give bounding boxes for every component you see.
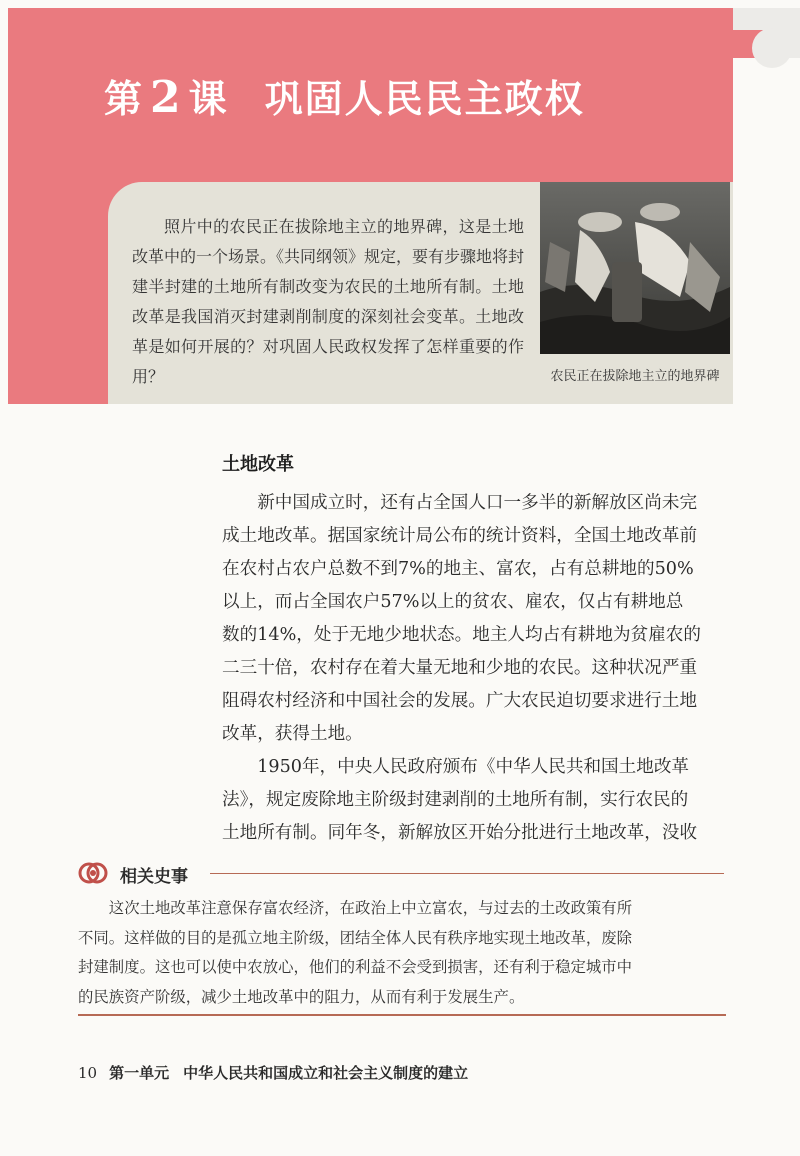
related-line: 封建制度。这也可以使中农放心，他们的利益不会受到损害，还有利于稳定城市中: [78, 958, 633, 976]
lesson-label-prefix: 第: [104, 76, 145, 121]
paragraph-line: 二三十倍，农村存在着大量无地和少地的农民。这种状况严重: [222, 658, 698, 678]
paragraph-line: 1950年，中央人民政府颁布《中华人民共和国土地改革: [257, 757, 690, 777]
paragraph-line: 阻碍农村经济和中国社会的发展。广大农民迫切要求进行土地: [222, 691, 698, 711]
paragraph-line: 以上，而占全国农户57%以上的贫农、雇农，仅占有耕地总: [222, 592, 684, 612]
paragraph-line: 法》，规定废除地主阶级封建剥削的土地所有制，实行农民的: [222, 790, 689, 810]
paragraph-line: 数的14%，处于无地少地状态。地主人均占有耕地为贫雇农的: [222, 625, 701, 645]
related-rule-top: [210, 873, 724, 874]
intro-text: 照片中的农民正在拔除地主立的地界碑，这是土地改革中的一个场景。《共同纲领》规定，要有步骤地将封建半封建的土地所有制改变为农民的土地所有制。土地改革是我国消灭封建剥削制度的深刻社会变革。土地改革是如何开展的？对巩固人民政权发挥了怎样重要的作用？: [132, 217, 525, 386]
paragraph-line: 新中国成立时，还有占全国人口一多半的新解放区尚未完: [257, 493, 698, 513]
related-rule-bottom: [78, 1014, 726, 1016]
farmers-photo-illustration: [540, 182, 730, 354]
section-heading: 土地改革: [222, 454, 294, 475]
paragraph-line: 在农村占农户总数不到7%的地主、富农，占有总耕地的50%: [222, 559, 694, 579]
lesson-number: 2: [150, 72, 183, 123]
related-history-icon: [78, 858, 108, 888]
paragraph-line: 改革，获得土地。: [222, 724, 363, 744]
photo-caption: 农民正在拔除地主立的地界碑: [550, 369, 720, 384]
paragraph-1: [222, 487, 724, 751]
lesson-label-suffix: 课: [188, 76, 229, 121]
farmers-photo: [540, 182, 730, 354]
paragraph-2: [222, 751, 724, 850]
paragraph-line: 土地所有制。同年冬，新解放区开始分批进行土地改革，没收: [222, 823, 698, 843]
paragraph-line: 成土地改革。据国家统计局公布的统计资料，全国土地改革前: [222, 526, 698, 546]
header-knob: [752, 28, 792, 68]
lesson-title: [104, 68, 585, 123]
page-number: 10: [78, 1064, 98, 1082]
related-history-title: 相关史事: [120, 867, 188, 887]
related-line: 的民族资产阶级，减少土地改革中的阻力，从而有利于发展生产。: [78, 987, 525, 1006]
related-history-text: [78, 894, 726, 1012]
page-footer: [78, 1062, 468, 1083]
unit-label: 第一单元: [109, 1064, 170, 1082]
lesson-title-text: 巩固人民民主政权: [264, 76, 585, 121]
related-line: 这次土地改革注意保存富农经济，在政治上中立富农，与过去的土改政策有所: [108, 899, 633, 917]
related-line: 不同。这样做的目的是孤立地主阶级，团结全体人民有秩序地实现土地改革，废除: [78, 928, 633, 947]
unit-title: 中华人民共和国成立和社会主义制度的建立: [183, 1064, 469, 1082]
